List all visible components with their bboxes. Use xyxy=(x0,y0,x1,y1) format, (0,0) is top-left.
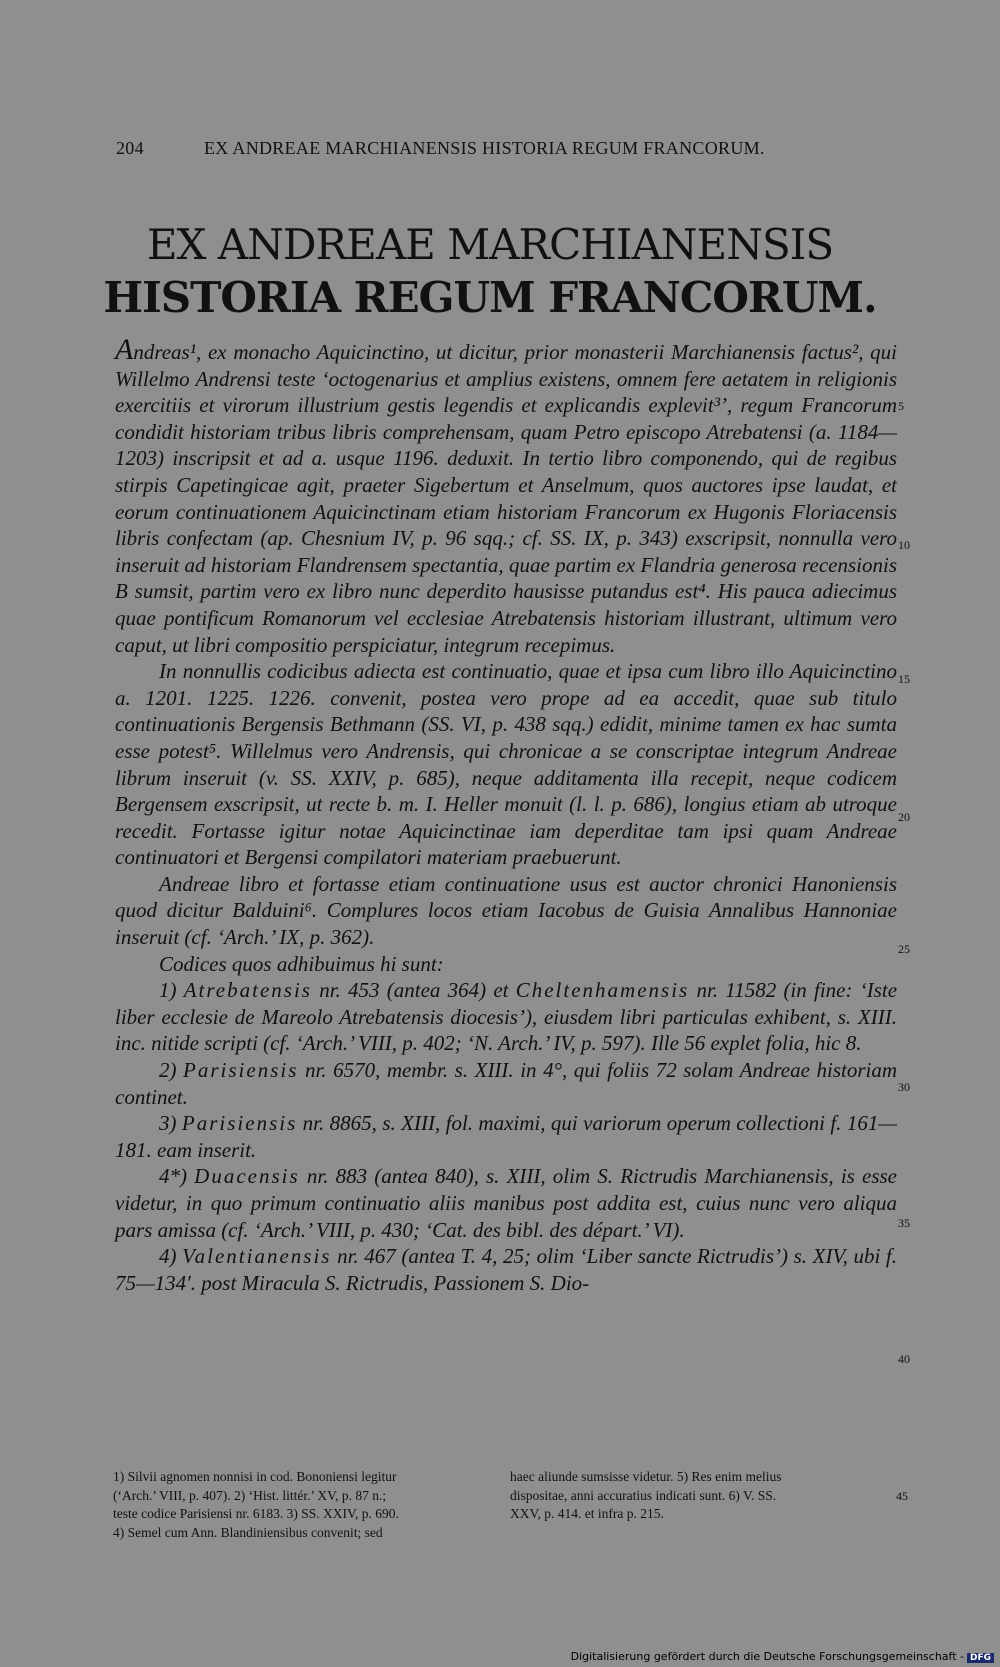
footnote-line: teste codice Parisiensi nr. 6183. 3) SS. XXIV, p. 690. xyxy=(113,1506,399,1522)
codex-entry-4 xyxy=(115,1163,897,1243)
codex-number: 4) xyxy=(159,1244,177,1269)
title-line-2: HISTORIA REGUM FRANCORUM. xyxy=(103,273,877,322)
codex-entry-5 xyxy=(115,1243,897,1296)
line-number: 40 xyxy=(898,1352,910,1366)
initial-letter: A xyxy=(115,333,134,366)
page-title xyxy=(100,218,880,324)
page-number: 204 xyxy=(116,138,144,158)
footer-text: Digitalisierung gefördert durch die Deutsche Forschungsgemeinschaft - xyxy=(570,1650,964,1663)
footnote-line: XXV, p. 414. et infra p. 215. xyxy=(510,1506,664,1522)
paragraph-codices-intro: Codices quos adhibuimus hi sunt: xyxy=(159,951,444,976)
footnote-line: haec aliunde sumsisse videtur. 5) Res enim melius xyxy=(510,1469,782,1484)
codex-entry-2 xyxy=(115,1057,897,1110)
paragraph-intro-text: ndreas¹, ex monacho Aquicinctino, ut dicitur, prior monasterii Marchianensis factus², qui Willelmo Andrensi teste ‘octogenarius et amplius existens, omnem fere aetatem in religionis exercitiis et virorum illustrium gestis legendis et explicandis explevit³’, regum Francorum condidit historiam tribus libris comprehensam, quam Petro episcopo Atrebatensi (a. 1184—1203) inscripsit et ad a. usque 1196. deduxit. In tertio libro componendo, qui de regibus stirpis Capetingicae agit, praeter Sigebertum et Anselmum, quos auctores ipse laudat, et eorum continuationem Aquicinctinam etiam historiam Francorum ex Hugonis Floriacensis libris confectam (ap. Chesnium IV, p. 96 sqq.; cf. SS. IX, p. 343) exscripsit, nonnulla vero inseruit ad historiam Flandrensem spectantia, quae partim ex Flandria generosa recensionis B sumsit, partim vero ex libro nunc deperdito hausisse putandus est⁴. His pauca adiecimus quae pontificum Romanorum vel ecclesiae Atrebatensis historiam illustrant, ultimum vero caput, ut libri compositio perspiciatur, integrum recepimus. xyxy=(115,340,897,657)
codex-name: Atrebatensis xyxy=(183,978,312,1003)
codex-text: nr. 883 (antea 840), s. XIII, olim S. Rictrudis Marchianensis, is esse videtur, in quo primum continuatio aliis manibus post addita est, cuius nunc vero aliqua pars amissa (cf. ‘Arch.’ VIII, p. 430; ‘Cat. des bibl. des départ.’ VI). xyxy=(115,1164,897,1242)
paragraph-intro xyxy=(115,333,897,658)
footnote-line: 1) Silvii agnomen nonnisi in cod. Bononiensi legitur xyxy=(113,1469,397,1484)
codex-text: nr. 6570, membr. s. XIII. in 4°, qui foliis 72 solam Andreae historiam continet. xyxy=(115,1058,897,1109)
codex-text: nr. 453 (antea 364) et xyxy=(319,978,509,1003)
line-number: 10 xyxy=(898,538,910,552)
line-number: 35 xyxy=(898,1216,910,1230)
main-text xyxy=(115,333,898,1296)
footnote-line: (‘Arch.’ VIII, p. 407). 2) ‘Hist. littér.’ XV, p. 87 n.; xyxy=(113,1487,387,1503)
running-head-title: EX ANDREAE MARCHIANENSIS HISTORIA REGUM FRANCORUM. xyxy=(204,138,765,158)
footnote-line: dispositae, anni accuratius indicati sunt. 6) V. SS. xyxy=(510,1487,777,1503)
codex-text: nr. 467 (antea T. 4, 25; olim ‘Liber sancte Rictrudis’) s. XIV, ubi f. 75—134′. post Miracula S. Rictrudis, Passionem S. Dio- xyxy=(115,1244,898,1295)
footnotes-right-column xyxy=(510,1468,880,1524)
line-number: 25 xyxy=(898,942,910,956)
line-number: 45 xyxy=(896,1489,908,1503)
codex-name: Parisiensis xyxy=(181,1111,298,1136)
line-number: 15 xyxy=(898,672,910,686)
footnote-line: 4) Semel cum Ann. Blandiniensibus convenit; sed xyxy=(113,1524,383,1540)
line-number: 30 xyxy=(898,1080,910,1094)
codex-number: 2) xyxy=(159,1058,177,1083)
codex-name: Valentianensis xyxy=(182,1244,332,1269)
codex-number: 4*) xyxy=(159,1164,187,1189)
paragraph-continuatio: In nonnullis codicibus adiecta est continuatio, quae et ipsa cum libro illo Aquicinctino a. 1201. 1225. 1226. convenit, postea vero prope ad ea accedit, quae sub titulo continuationis Bergensis Bethmann (SS. VI, p. 438 sqq.) edidit, minime tamen ex hac sumta esse potest⁵. Willelmus vero Andrensis, qui chronicae a se conscriptae integrum Andreae librum inseruit (v. SS. XXIV, p. 685), neque additamenta illa recepit, neque codicem Bergensem exscripsit, ut recte b. m. I. Heller monuit (l. l. p. 686), longius etiam ab utroque recedit. Fortasse igitur notae Aquicinctinae iam deperditae tam ipsi quam Andreae continuatori et Bergensi compilatori materiam praebuerunt. xyxy=(115,659,897,870)
digitization-footer xyxy=(571,1650,994,1663)
codex-entry-1 xyxy=(115,977,897,1057)
codex-entry-3 xyxy=(115,1110,897,1163)
line-number: 5 xyxy=(898,399,904,413)
codex-name: Cheltenhamensis xyxy=(515,978,690,1003)
footnotes-left-column xyxy=(113,1468,508,1542)
codex-number: 3) xyxy=(159,1111,177,1136)
title-line-1: EX ANDREAE MARCHIANENSIS xyxy=(146,220,834,269)
codex-name: Parisiensis xyxy=(183,1058,299,1083)
line-number: 20 xyxy=(898,810,910,824)
codex-text: nr. 8865, s. XIII, fol. maximi, qui variorum operum collectioni f. 161—181. eam inserit. xyxy=(115,1111,897,1162)
codex-number: 1) xyxy=(159,978,177,1003)
running-head xyxy=(116,138,816,159)
codex-text: nr. 11582 (in fine: ‘Iste liber ecclesie de Mareolo Atrebatensis diocesis’), eiusdem libri particulas exhibent, s. XIII. inc. nitide scripti (cf. ‘Arch.’ VIII, p. 402; ‘N. Arch.’ IV, p. 597). Ille 56 explet folia, hic 8. xyxy=(115,978,898,1056)
codex-name: Duacensis xyxy=(194,1164,300,1189)
dfg-logo: DFG xyxy=(967,1653,994,1663)
paragraph-usage: Andreae libro et fortasse etiam continuatione usus est auctor chronici Hanoniensis quod dicitur Balduini⁶. Complures locos etiam Iacobus de Guisia Annalibus Hannoniae inseruit (cf. ‘Arch.’ IX, p. 362). xyxy=(115,871,897,950)
